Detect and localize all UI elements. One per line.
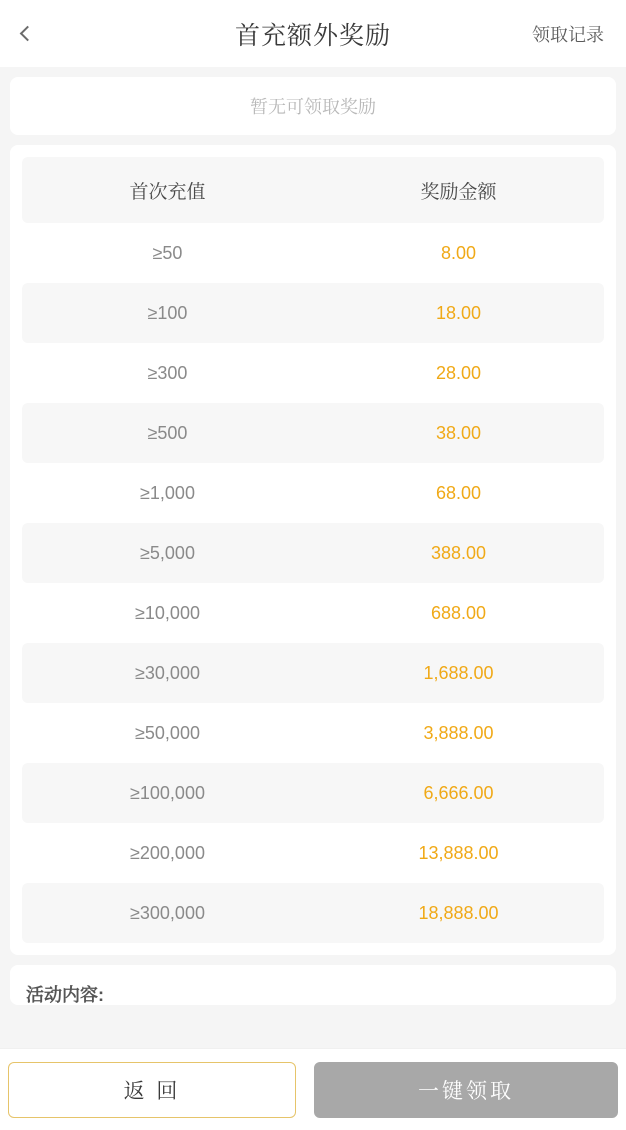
reward-table (22, 157, 604, 943)
claim-all-button[interactable]: 一键领取 (314, 1062, 618, 1118)
table-row (22, 523, 604, 583)
cell-amount: 6,666.00 (313, 763, 604, 823)
table-row (22, 883, 604, 943)
cell-amount: 28.00 (435, 362, 482, 383)
cell-amount: 388.00 (313, 523, 604, 583)
table-row (22, 763, 604, 823)
reward-table-head (22, 157, 604, 223)
table-header-row (22, 157, 604, 223)
notice-text: 暂无可领取奖励 (250, 97, 376, 117)
cell-amount: 18,888.00 (313, 883, 604, 943)
page-footer (0, 1048, 626, 1130)
claim-records-link[interactable]: 领取记录 (532, 24, 604, 45)
cell-amount: 3,888.00 (423, 722, 494, 743)
cell-amount: 688.00 (430, 602, 487, 623)
table-row (22, 583, 604, 643)
activity-rules-title: 活动内容: (26, 985, 104, 1005)
cell-tier: ≥300,000 (22, 883, 313, 943)
page-header (0, 0, 626, 67)
notice-card (10, 77, 616, 135)
column-header-amount: 奖励金额 (313, 157, 604, 223)
table-row (22, 403, 604, 463)
cell-tier: ≥100 (22, 283, 313, 343)
page-body (0, 67, 626, 1048)
table-row (22, 823, 604, 883)
page-title: 首充额外奖励 (234, 21, 391, 50)
table-row (22, 463, 604, 523)
chevron-left-icon (20, 26, 36, 42)
activity-rules-card (10, 965, 616, 1005)
cell-tier: ≥30,000 (22, 643, 313, 703)
cell-amount: 38.00 (313, 403, 604, 463)
column-header-tier: 首次充值 (22, 157, 313, 223)
cell-tier: ≥50 (152, 242, 183, 263)
cell-amount: 68.00 (435, 482, 482, 503)
cell-amount: 1,688.00 (313, 643, 604, 703)
reward-table-card (10, 145, 616, 955)
back-button[interactable] (22, 14, 52, 54)
table-row (22, 283, 604, 343)
back-action-button[interactable]: 返 回 (8, 1062, 296, 1118)
cell-tier: ≥1,000 (140, 482, 195, 503)
cell-tier: ≥50,000 (135, 722, 200, 743)
cell-tier: ≥10,000 (135, 602, 200, 623)
table-row (22, 703, 604, 763)
cell-tier: ≥5,000 (22, 523, 313, 583)
cell-amount: 13,888.00 (418, 842, 499, 863)
reward-table-body (22, 223, 604, 943)
cell-tier: ≥200,000 (130, 842, 205, 863)
cell-amount: 18.00 (313, 283, 604, 343)
table-row (22, 223, 604, 283)
cell-amount: 8.00 (440, 242, 477, 263)
table-row (22, 643, 604, 703)
cell-tier: ≥100,000 (22, 763, 313, 823)
table-row (22, 343, 604, 403)
cell-tier: ≥500 (22, 403, 313, 463)
cell-tier: ≥300 (147, 362, 188, 383)
